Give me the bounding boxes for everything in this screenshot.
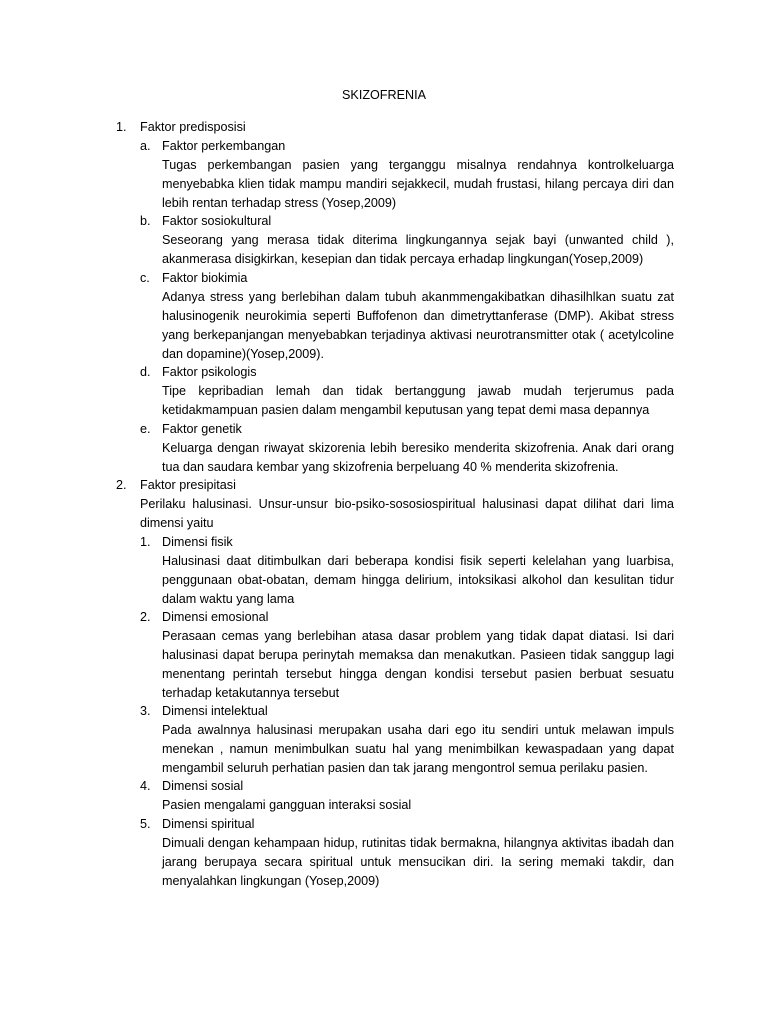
item-paragraph: Keluarga dengan riwayat skizorenia lebih beresiko menderita skizofrenia. Anak dari orang tua dan saudara kembar yang skizofrenia berpeluang 40 % menderita skizofrenia. [162, 441, 674, 475]
item-heading: Dimensi emosional [162, 610, 269, 624]
section-intro: Perilaku halusinasi. Unsur-unsur bio-psiko-sososiospiritual halusinasi dapat dilihat dari lima dimensi yaitu [140, 497, 674, 531]
item-paragraph: Seseorang yang merasa tidak diterima lingkungannya sejak bayi (unwanted child ), akanmerasa disigkirkan, kesepian dan tidak percaya erhadap lingkungan(Yosep,2009) [162, 233, 674, 267]
item-marker: 1. [140, 535, 151, 549]
item-paragraph: Dimuali dengan kehampaan hidup, rutinitas tidak bermakna, hilangnya aktivitas ibadah dan jarang berupaya secara spiritual untuk mensucikan diri. Ia sering memaki takdir, dan menyalahkan lingkungan (Yosep,2009) [162, 836, 674, 889]
item-heading: Faktor perkembangan [162, 139, 286, 153]
item-paragraph: Tipe kepribadian lemah dan tidak bertanggung jawab mudah terjerumus pada ketidakmampuan pasien dalam mengambil keputusan yang tepat demi masa depannya [162, 384, 674, 418]
section-number: 2. [116, 478, 127, 492]
item-marker: c. [140, 271, 150, 285]
document-title: SKIZOFRENIA [342, 88, 426, 102]
section-heading: Faktor presipitasi [140, 478, 236, 492]
item-marker: 3. [140, 704, 151, 718]
section-number: 1. [116, 120, 127, 134]
item-marker: 5. [140, 817, 151, 831]
item-heading: Faktor genetik [162, 422, 242, 436]
item-marker: 4. [140, 779, 151, 793]
item-marker: b. [140, 214, 151, 228]
item-paragraph: Perasaan cemas yang berlebihan atasa dasar problem yang tidak dapat diatasi. Isi dari halusinasi dapat berupa perinytah memaksa dan menakutkan. Pasieen tidak sanggup lagi menentang perintah tersebut hingga dengan kondisi tersebut pasien berbuat sesuatu terhadap ketakutannya tersebut [162, 629, 674, 701]
item-paragraph: Adanya stress yang berlebihan dalam tubuh akanmmengakibatkan dihasilhlkan suatu zat halusinogenik neurokimia seperti Buffofenon dan dimetryttanferase (DMP). Akibat stress yang berkepanjangan menyebabkan terjadinya aktivasi neurotransmitter otak ( acetylcoline dan dopamine)(Yosep,2009). [162, 290, 674, 362]
item-heading: Dimensi fisik [162, 535, 233, 549]
item-heading: Faktor biokimia [162, 271, 248, 285]
item-paragraph: Pada awalnnya halusinasi merupakan usaha dari ego itu sendiri untuk melawan impuls menekan , namun menimbulkan suatu hal yang menimbilkan kewaspadaan yang dapat mengambil seluruh perhatian pasien dan tak jarang mengontrol semua perilaku pasien. [162, 723, 674, 776]
item-heading: Faktor sosiokultural [162, 214, 272, 228]
item-marker: d. [140, 365, 151, 379]
item-marker: e. [140, 422, 151, 436]
item-heading: Dimensi intelektual [162, 704, 268, 718]
item-heading: Dimensi sosial [162, 779, 244, 793]
item-heading: Faktor psikologis [162, 365, 257, 379]
item-paragraph: Pasien mengalami gangguan interaksi sosial [162, 798, 412, 812]
item-heading: Dimensi spiritual [162, 817, 255, 831]
item-paragraph: Tugas perkembangan pasien yang terganggu misalnya rendahnya kontrolkeluarga menyebabka klien tidak mampu mandiri sejakkecil, mudah frustasi, hilang percaya diri dan lebih rentan terhadap stress (Yosep,2009) [162, 158, 674, 211]
section-heading: Faktor predisposisi [140, 120, 246, 134]
item-paragraph: Halusinasi daat ditimbulkan dari beberapa kondisi fisik seperti kelelahan yang luarbisa, penggunaan obat-obatan, demam hingga delirium, intoksikasi alkohol dan kesulitan tidur dalam waktu yang lama [162, 554, 674, 607]
item-marker: 2. [140, 610, 151, 624]
item-marker: a. [140, 139, 151, 153]
